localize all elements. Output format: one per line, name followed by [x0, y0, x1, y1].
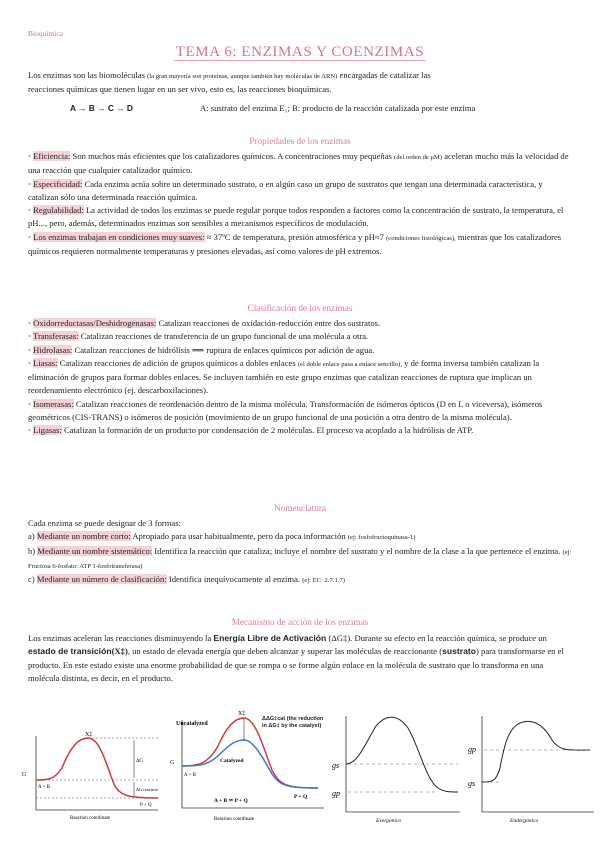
- mechanism-paragraph: Los enzimas aceleran las reacciones disminuyendo la Energía Libre de Activación (ΔG‡). Durante su efecto en la reacción química, se produce un estado de transición(X‡), un estado de elevada energía que deben alcanzar y superar las moléculas de reaccionante (sustrato) para transformarse en el producto. En este estado existe una enorme probabilidad de que se rompa o se forme algún enlace en la molécula de sustrato que lo transforma en una molécula distinta, es decir, en el producto.: [28, 633, 564, 683]
- g-axis-label: G: [170, 760, 175, 766]
- energy-diagram-catalyzed: [168, 706, 328, 826]
- list-item: • Los enzimas trabajan en condiciones muy suaves: ≈ 37ºC de temperatura, presión atmosférica y pH≈7 (condiciones fisiológicas), mientras que los catalizadores químicos requieren normalmente temperaturas y presiones elevadas, así como valores de pH extremos.: [28, 231, 562, 257]
- uncatalyzed-label: Uncatalyzed: [176, 721, 208, 727]
- transition-state-label: X‡: [238, 711, 246, 717]
- list-item: • Eficiencia: Son muchos más eficientes que los catalizadores químicos. A concentraciones muy pequeñas (del orden de μM) aceleran mucho más la velocidad de una reacción que cualquier catalizador químico.: [28, 151, 569, 176]
- exergonic-sketch: [332, 712, 462, 824]
- x-axis-label: Exergónico: [376, 818, 402, 824]
- course-header: Bioquímica: [28, 29, 63, 38]
- reduction-note: ΔΔG‡cat (the reduction in ΔG‡ by the catalyst): [262, 716, 324, 729]
- list-item: • Isomerasas: Catalizan reacciones de reordenación dentro de la misma molécula. Transformación de isómeros ópticos (D en L o viceversa), isómeros geométricos (CIS-TRANS) o isómeros de posición (movimiento de un grupo funcional de una posición a otra dentro de la misma molécula).: [28, 398, 543, 423]
- endergonic-sketch: [470, 712, 596, 824]
- energy-diagram-basic: [18, 728, 162, 824]
- list-item: • Hidrolasas: Catalizan reacciones de hidrólisis ⟹ ruptura de enlaces químicos por adición de agua.: [28, 344, 375, 355]
- section-heading-classification: Clasificación de los enzimas: [247, 303, 353, 313]
- transition-state-label: X‡: [85, 732, 93, 738]
- gs-label: gs: [332, 761, 340, 770]
- reactant-label: A + B: [38, 785, 50, 790]
- page-title: TEMA 6: ENZIMAS Y COENZIMAS: [175, 44, 425, 60]
- dg-label: ΔG: [136, 759, 143, 764]
- nomenclature-list: [28, 517, 572, 587]
- gs-label: gs: [468, 779, 476, 788]
- nomenclature-intro: Cada enzima se puede designar de 3 formas:: [28, 518, 181, 528]
- x-axis-label: Reaction coordinate: [214, 817, 255, 822]
- catalyzed-label: Catalyzed: [220, 758, 244, 764]
- section-heading-mechanism: Mecanismo de acción de los enzimas: [231, 617, 369, 627]
- x-axis-label: Reaction coordinate: [70, 816, 111, 821]
- classification-list: [28, 317, 572, 438]
- reaction-scheme: [70, 103, 590, 113]
- product-label: P + Q: [294, 794, 308, 800]
- list-item: • Oxidorreductasas/Deshidrogenasas: Catalizan reacciones de oxidación-reducción entre dos sustratos.: [28, 318, 381, 328]
- list-item: • Transferasas: Catalizan reacciones de transferencia de un grupo funcional de una molécula a otra.: [28, 331, 369, 342]
- list-item: c) Mediante un número de clasificación: Identifica inequívocamente al enzima. (ej: EC: 2.7.1.7): [28, 574, 345, 585]
- reaction-note: A: sustrato del enzima E₁; B: producto de la reacción catalizada por este enzima: [200, 103, 476, 113]
- product-label: P + Q: [140, 803, 152, 808]
- list-item: • Ligasas: Catalizan la formación de un producto por condensación de 2 moléculas. El proceso va acoplado a la hidrólisis de ATP.: [28, 425, 474, 436]
- g-axis-label: G: [22, 772, 27, 778]
- list-item: • Regulabilidad: La actividad de todos los enzimas se puede regular porque todos responden a factores como la concentración de sustrato, la temperatura, el pH..., pero, además, determinados enzimas son sensibles a mecanismos específicos de modulación.: [28, 205, 564, 229]
- x-axis-label: Endergónico: [510, 818, 539, 824]
- list-item: • Liasas: Catalizan reacciones de adición de grupos químicos a dobles enlaces (el doble enlace pasa a enlace sencillo), y de forma inversa también catalizan la eliminación de grupos para formar dobles enlaces. Se incluyen también en este grupo enzimas que catalizan reacciones de ruptura que implican un reordenamiento electrónico (ej. descarboxilaciones).: [28, 357, 540, 396]
- reaction-equation: A → B → C → D: [70, 103, 133, 113]
- list-item: b) Mediante un nombre sistemático: Identifica la reacción que cataliza; incluye el nombre del sustrato y el nombre de la clase a la que pertenece el enzima. (ej: Fructosa 6-fosfato: ATP 1-fosfotransferasa): [28, 545, 572, 570]
- properties-list: [28, 150, 572, 258]
- section-heading-nomenclature: Nomenclatura: [273, 503, 327, 513]
- list-item: • Especificidad: Cada enzima actúa sobre un determinado sustrato, o en algún caso un grupo de sustratos que tengan una determinada característica, y catalizan sólo una determinada reacción química.: [28, 178, 543, 202]
- intro-paragraph: Los enzimas son las biomoléculas (la gran mayoría son proteínas, aunque también hay moléculas de ARN) encargadas de catalizar las reacciones químicas que tienen lugar en un ser vivo, esto es, las reacciones bioquímicas.: [28, 70, 431, 95]
- reaction-label: A + B ⇌ P + Q: [214, 798, 248, 804]
- gp-label: gp: [332, 789, 340, 798]
- list-item: a) Mediante un nombre corto: Apropiado para usar habitualmente, pero da poca información (ej: fosfofructoquinasa-1): [28, 531, 416, 542]
- dg-reaction-label: ΔG reaction: [136, 787, 158, 792]
- reactant-label: A + B: [184, 773, 196, 778]
- gp-label: gp: [468, 745, 476, 754]
- section-heading-properties: Propiedades de los enzimas: [249, 136, 351, 146]
